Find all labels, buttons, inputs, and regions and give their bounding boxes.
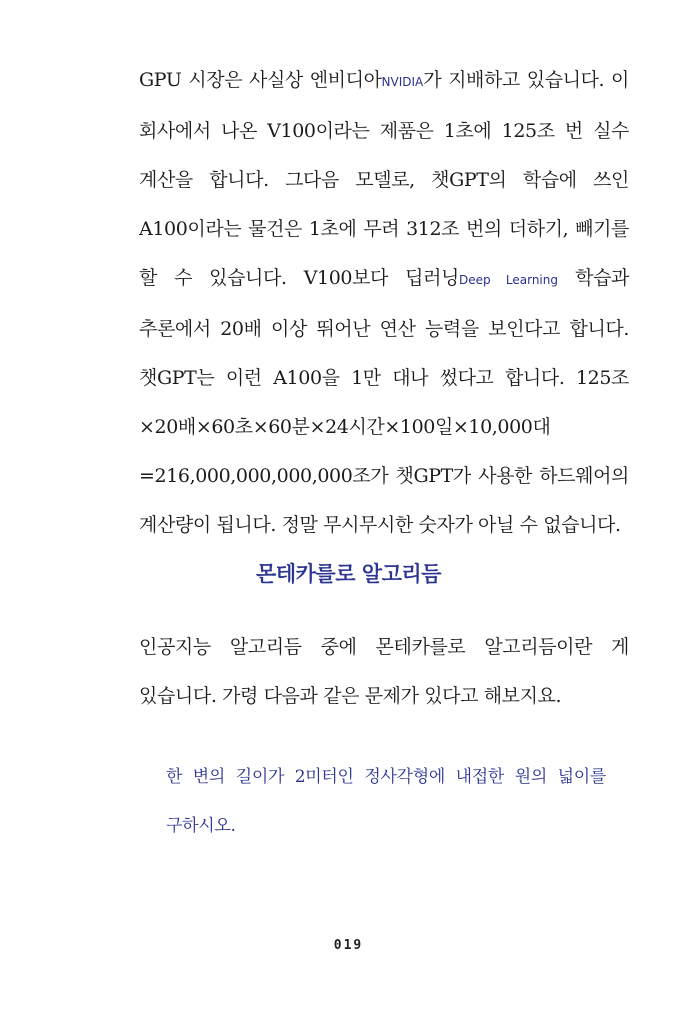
section-heading: 몬테카를로 알고리듬 (256, 562, 441, 586)
english-term-deep-learning: Deep Learning (458, 273, 558, 287)
paragraph-text-segment: 가 지배하고 있습니다. 이 회사에서 나온 V100이라는 제품은 1초에 125조 번 실수 계산을 합니다. 그다음 모델로, 챗GPT의 학습에 쓰인 A100이라는 물건은 1초에 무려 312조 번의 더하기, 빼기를 할 수 있습니다. V100보다 딥러닝 (139, 69, 629, 289)
body-paragraph-monte-carlo-intro: 인공지능 알고리듬 중에 몬테카를로 알고리듬이란 게 있습니다. 가령 다음과 같은 문제가 있다고 해보지요. (139, 636, 629, 707)
english-term-nvidia: NVIDIA (381, 75, 424, 89)
page-number: 019 (333, 938, 364, 953)
body-paragraph-gpu-market (139, 56, 629, 550)
paragraph-text-segment: GPU 시장은 사실상 엔비디아 (139, 69, 382, 91)
paragraph-text-segment: 학습과 추론에서 20배 이상 뛰어난 연산 능력을 보인다고 합니다. 챗GPT는 이런 A100을 1만 대나 썼다고 합니다. 125조×20배×60초×60분×24시간×100일×10,000대=216,000,000,000,000조가 챗GPT가 사용한 하드웨어의 계산량이 됩니다. 정말 무시무시한 숫자가 아닐 수 없습니다. (139, 267, 629, 536)
problem-statement: 한 변의 길이가 2미터인 정사각형에 내접한 원의 넓이를 구하시오. (166, 767, 606, 836)
